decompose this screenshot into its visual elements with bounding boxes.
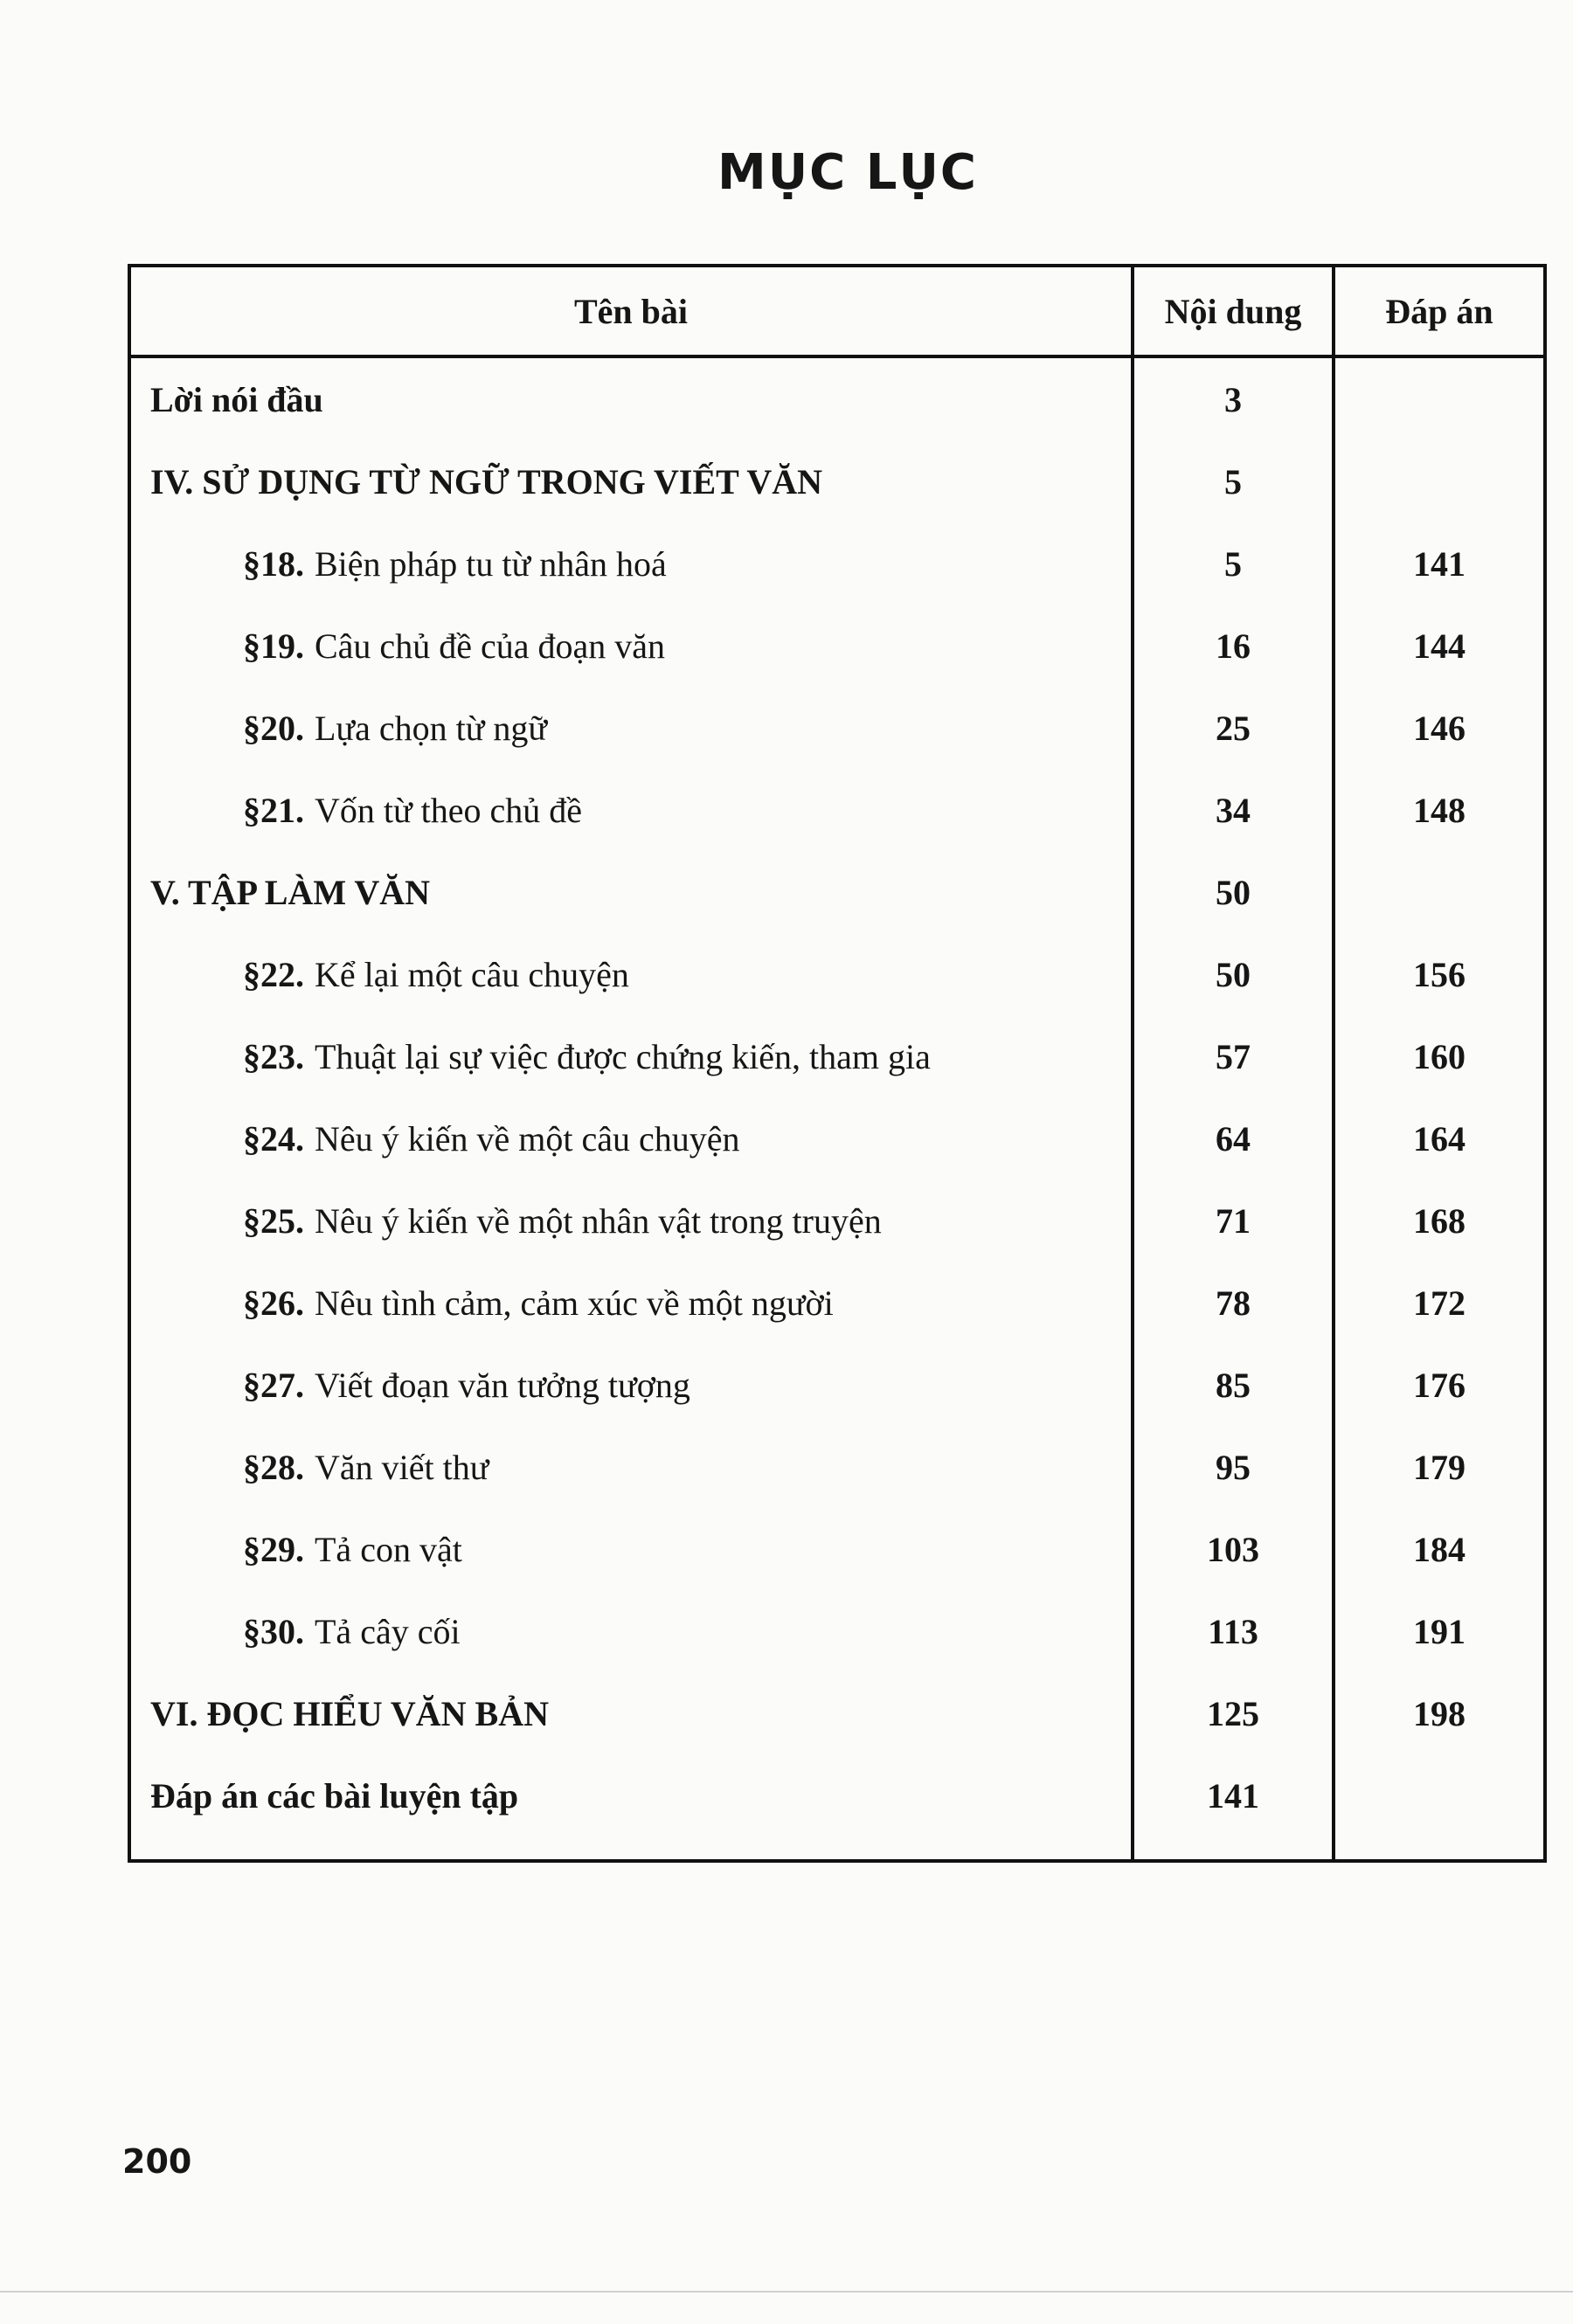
content-page-number: 95 bbox=[1216, 1447, 1251, 1487]
toc-lesson-row bbox=[131, 1015, 1543, 1097]
toc-entry-title bbox=[131, 851, 1150, 933]
lesson-number: §18. bbox=[243, 543, 304, 584]
answer-page-number: 184 bbox=[1413, 1529, 1466, 1569]
toc-lesson-row bbox=[131, 769, 1543, 851]
entry-text: Thuật lại sự việc được chứng kiến, tham gia bbox=[315, 1036, 931, 1076]
toc-entry-title bbox=[131, 933, 1243, 1015]
lesson-number: §20. bbox=[243, 708, 304, 748]
answer-page-number: 160 bbox=[1413, 1036, 1466, 1076]
answer-page-number: 164 bbox=[1413, 1118, 1466, 1159]
entry-text: Vốn từ theo chủ đề bbox=[315, 790, 583, 830]
toc-section-row bbox=[131, 358, 1543, 440]
toc-entry-title bbox=[131, 1344, 1243, 1426]
content-page-number: 5 bbox=[1224, 461, 1242, 501]
entry-text: Nêu ý kiến về một câu chuyện bbox=[315, 1118, 740, 1159]
entry-text: Nêu ý kiến về một nhân vật trong truyện bbox=[315, 1200, 882, 1241]
toc-entry-title bbox=[131, 1754, 1150, 1836]
answer-page-number: 148 bbox=[1413, 790, 1466, 830]
toc-entry-title bbox=[131, 1508, 1243, 1590]
header-answer-page: Đáp án bbox=[1385, 291, 1493, 331]
lesson-number: §28. bbox=[243, 1447, 304, 1487]
toc-entry-title bbox=[131, 687, 1243, 769]
toc-lesson-row bbox=[131, 1179, 1543, 1262]
toc-lesson-row bbox=[131, 1508, 1543, 1590]
lesson-number: §24. bbox=[243, 1118, 304, 1159]
answer-page-number: 172 bbox=[1413, 1283, 1466, 1323]
lesson-number: §29. bbox=[243, 1529, 304, 1569]
content-page-number: 57 bbox=[1216, 1036, 1251, 1076]
toc-lesson-row bbox=[131, 1097, 1543, 1179]
lesson-number: §19. bbox=[243, 626, 304, 666]
answer-page-number: 179 bbox=[1413, 1447, 1466, 1487]
header-content-page: Nội dung bbox=[1164, 291, 1302, 331]
lesson-number: §21. bbox=[243, 790, 304, 830]
content-page-number: 141 bbox=[1207, 1775, 1259, 1816]
content-page-number: 103 bbox=[1207, 1529, 1259, 1569]
toc-entry-title bbox=[131, 1590, 1243, 1672]
toc-entry-title bbox=[131, 1672, 1150, 1754]
content-page-number: 16 bbox=[1216, 626, 1251, 666]
entry-text: Câu chủ đề của đoạn văn bbox=[315, 626, 665, 666]
entry-text: Nêu tình cảm, cảm xúc về một người bbox=[315, 1283, 834, 1323]
toc-section-row bbox=[131, 1754, 1543, 1836]
content-page-number: 3 bbox=[1224, 379, 1242, 419]
content-page-number: 113 bbox=[1208, 1611, 1258, 1651]
entry-text: Văn viết thư bbox=[315, 1447, 489, 1487]
content-page-number: 50 bbox=[1216, 954, 1251, 994]
page-title: MỤC LỤC bbox=[717, 144, 979, 201]
toc-entry-title bbox=[131, 769, 1243, 851]
answer-page-number bbox=[1335, 440, 1543, 522]
toc-lesson-row bbox=[131, 1426, 1543, 1508]
lesson-number: §27. bbox=[243, 1365, 304, 1405]
entry-text: Tả con vật bbox=[315, 1529, 462, 1569]
toc-lesson-row bbox=[131, 1262, 1543, 1344]
lesson-number: §26. bbox=[243, 1283, 304, 1323]
header-title-column: Tên bài bbox=[573, 291, 689, 331]
content-page-number: 5 bbox=[1224, 543, 1242, 584]
page-number: 200 bbox=[122, 2142, 192, 2181]
content-page-number: 78 bbox=[1216, 1283, 1251, 1323]
content-page-number: 71 bbox=[1216, 1200, 1251, 1241]
lesson-number: §30. bbox=[243, 1611, 304, 1651]
toc-lesson-row bbox=[131, 933, 1543, 1015]
content-page-number: 34 bbox=[1216, 790, 1251, 830]
content-page-number: 50 bbox=[1216, 872, 1251, 912]
entry-text: Biện pháp tu từ nhân hoá bbox=[315, 543, 667, 584]
content-page-number: 64 bbox=[1216, 1118, 1251, 1159]
answer-page-number bbox=[1335, 1754, 1543, 1836]
toc-entry-title bbox=[131, 1015, 1243, 1097]
answer-page-number: 144 bbox=[1413, 626, 1466, 666]
lesson-number: §25. bbox=[243, 1200, 304, 1241]
toc-entry-title bbox=[131, 1179, 1243, 1262]
answer-page-number: 198 bbox=[1413, 1693, 1466, 1733]
toc-section-row bbox=[131, 851, 1543, 933]
lesson-number: §22. bbox=[243, 954, 304, 994]
entry-text: Tả cây cối bbox=[315, 1611, 461, 1651]
toc-entry-title bbox=[131, 358, 1150, 440]
toc-lesson-row bbox=[131, 1590, 1543, 1672]
entry-text: Kể lại một câu chuyện bbox=[315, 954, 629, 994]
toc-entry-title bbox=[131, 1426, 1243, 1508]
toc-section-row bbox=[131, 1672, 1543, 1754]
content-page-number: 85 bbox=[1216, 1365, 1251, 1405]
answer-page-number: 168 bbox=[1413, 1200, 1466, 1241]
entry-text: Lời nói đầu bbox=[150, 379, 323, 419]
entry-text: Viết đoạn văn tưởng tượng bbox=[315, 1365, 690, 1405]
lesson-number: §23. bbox=[243, 1036, 304, 1076]
answer-page-number: 176 bbox=[1413, 1365, 1466, 1405]
entry-text: VI. ĐỌC HIỂU VĂN BẢN bbox=[150, 1693, 549, 1733]
answer-page-number: 146 bbox=[1413, 708, 1466, 748]
toc-table bbox=[128, 264, 1547, 1863]
toc-entry-title bbox=[131, 440, 1150, 522]
entry-text: Lựa chọn từ ngữ bbox=[315, 708, 548, 748]
toc-entry-title bbox=[131, 1262, 1243, 1344]
answer-page-number: 141 bbox=[1413, 543, 1466, 584]
answer-page-number: 191 bbox=[1413, 1611, 1466, 1651]
toc-section-row bbox=[131, 440, 1543, 522]
toc-lesson-row bbox=[131, 605, 1543, 687]
entry-text: V. TẬP LÀM VĂN bbox=[150, 872, 431, 912]
content-page-number: 125 bbox=[1207, 1693, 1259, 1733]
toc-entry-title bbox=[131, 522, 1243, 605]
toc-lesson-row bbox=[131, 522, 1543, 605]
toc-entry-title bbox=[131, 1097, 1243, 1179]
toc-lesson-row bbox=[131, 1344, 1543, 1426]
toc-entry-title bbox=[131, 605, 1243, 687]
entry-text: Đáp án các bài luyện tập bbox=[150, 1775, 519, 1816]
entry-text: IV. SỬ DỤNG TỪ NGỮ TRONG VIẾT VĂN bbox=[150, 461, 823, 501]
content-page-number: 25 bbox=[1216, 708, 1251, 748]
page-edge-rule bbox=[0, 2291, 1573, 2293]
answer-page-number bbox=[1335, 851, 1543, 933]
answer-page-number bbox=[1335, 358, 1543, 440]
answer-page-number: 156 bbox=[1413, 954, 1466, 994]
toc-lesson-row bbox=[131, 687, 1543, 769]
